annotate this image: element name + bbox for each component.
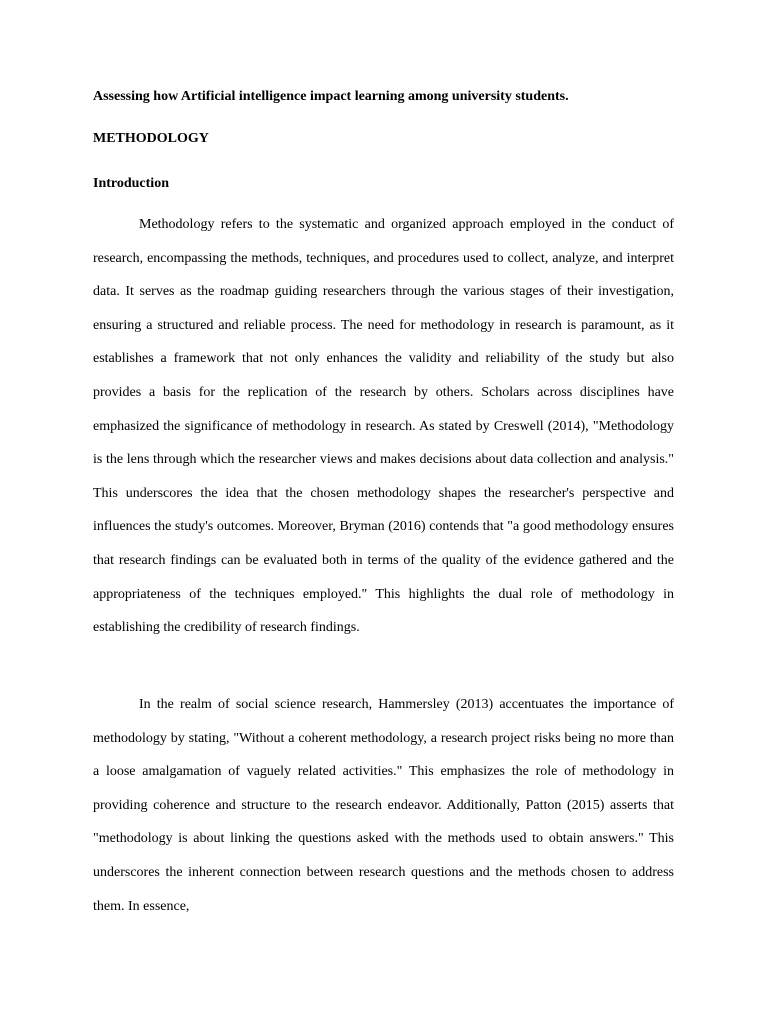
- sub-heading: Introduction: [93, 176, 169, 191]
- body-paragraph: Methodology refers to the systematic and organized approach employed in the conduct of research, encompassing the methods, techniques, and procedures used to collect, analyze, and interpret data. It serves as the roadmap guiding researchers through the various stages of their investigation, ensuring a structured and reliable process. The need for methodology in research is paramount, as it establishes a framework that not only enhances the validity and reliability of the study but also provides a basis for the replication of the research by others. Scholars across disciplines have emphasized the significance of methodology in research. As stated by Creswell (2014), "Methodology is the lens through which the researcher views and makes decisions about data collection and analysis." This underscores the idea that the chosen methodology shapes the researcher's perspective and influences the study's outcomes. Moreover, Bryman (2016) contends that "a good methodology ensures that research findings can be evaluated both in terms of the quality of the evidence gathered and the appropriateness of the techniques employed." This highlights the dual role of methodology in establishing the credibility of research findings.: [93, 217, 674, 636]
- body-paragraph: In the realm of social science research, Hammersley (2013) accentuates the importance of methodology by stating, "Without a coherent methodology, a research project risks being no more than a loose amalgamation of vaguely related activities." This emphasizes the role of methodology in providing coherence and structure to the research endeavor. Additionally, Patton (2015) asserts that "methodology is about linking the questions asked with the methods used to obtain answers." This underscores the inherent connection between research questions and the methods chosen to address them. In essence,: [93, 697, 674, 914]
- document-title: Assessing how Artificial intelligence impact learning among university students.: [93, 89, 569, 104]
- section-heading: METHODOLOGY: [93, 131, 209, 146]
